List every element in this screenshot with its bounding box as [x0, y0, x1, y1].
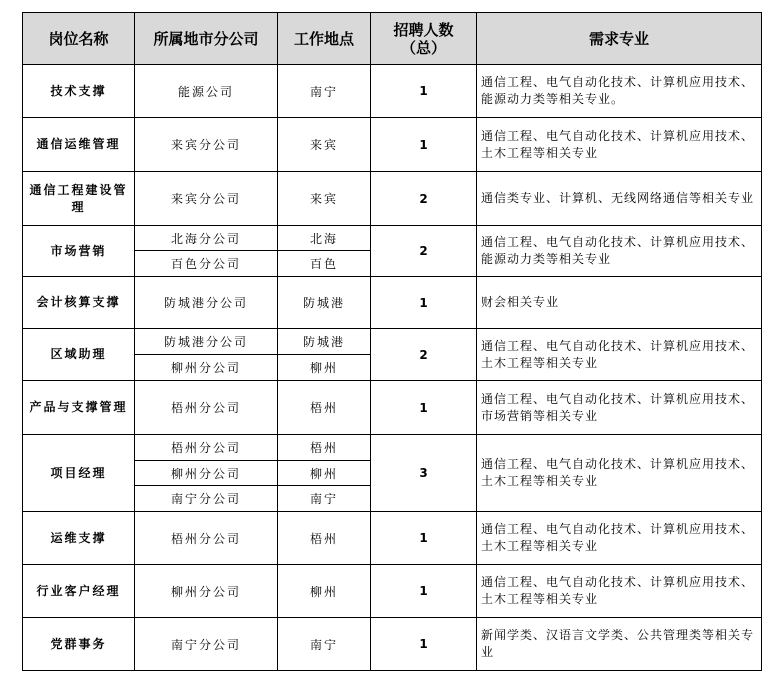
table-row: [23, 172, 762, 226]
work-location-cell: 防城港: [278, 277, 371, 329]
table-row: [23, 329, 762, 355]
table-row: [23, 226, 762, 251]
required-major-cell: 通信工程、电气自动化技术、计算机应用技术、土木工程等相关专业: [477, 565, 762, 618]
header-row: [23, 13, 762, 65]
branch-company-cell: 柳州分公司: [135, 355, 278, 381]
work-location-cell: 梧州: [278, 381, 371, 435]
branch-company-cell: 来宾分公司: [135, 118, 278, 172]
branch-company-cell: 梧州分公司: [135, 381, 278, 435]
table-row: [23, 381, 762, 435]
table-row: [23, 65, 762, 118]
headcount-cell: 2: [371, 329, 477, 381]
branch-company-cell: 防城港分公司: [135, 277, 278, 329]
work-location-cell: 百色: [278, 251, 371, 277]
header-count-line1: 招聘人数: [393, 20, 454, 39]
work-location-cell: 南宁: [278, 618, 371, 671]
header-location: 工作地点: [278, 13, 371, 65]
header-position: 岗位名称: [23, 13, 135, 65]
table-row: [23, 118, 762, 172]
headcount-cell: 1: [371, 65, 477, 118]
headcount-cell: 2: [371, 172, 477, 226]
branch-company-cell: 防城港分公司: [135, 329, 278, 355]
work-location-cell: 来宾: [278, 118, 371, 172]
position-name-cell: 产品与支撑管理: [23, 381, 135, 435]
required-major-cell: 通信工程、电气自动化技术、计算机应用技术、能源动力类等相关专业。: [477, 65, 762, 118]
work-location-cell: 南宁: [278, 486, 371, 512]
branch-company-cell: 北海分公司: [135, 226, 278, 251]
work-location-cell: 梧州: [278, 512, 371, 565]
table-row: [23, 435, 762, 461]
required-major-cell: 通信类专业、计算机、无线网络通信等相关专业: [477, 172, 762, 226]
required-major-cell: 通信工程、电气自动化技术、计算机应用技术、土木工程等相关专业: [477, 118, 762, 172]
required-major-cell: 通信工程、电气自动化技术、计算机应用技术、土木工程等相关专业: [477, 329, 762, 381]
branch-company-cell: 梧州分公司: [135, 512, 278, 565]
work-location-cell: 柳州: [278, 565, 371, 618]
headcount-cell: 2: [371, 226, 477, 277]
headcount-cell: 1: [371, 277, 477, 329]
position-name-cell: 通信工程建设管理: [23, 172, 135, 226]
position-name-cell: 行业客户经理: [23, 565, 135, 618]
required-major-cell: 通信工程、电气自动化技术、计算机应用技术、土木工程等相关专业: [477, 512, 762, 565]
branch-company-cell: 南宁分公司: [135, 618, 278, 671]
headcount-cell: 1: [371, 565, 477, 618]
table-body: [23, 65, 762, 671]
table-row: [23, 618, 762, 671]
branch-company-cell: 百色分公司: [135, 251, 278, 277]
position-name-cell: 运维支撑: [23, 512, 135, 565]
required-major-cell: 通信工程、电气自动化技术、计算机应用技术、能源动力类等相关专业: [477, 226, 762, 277]
position-name-cell: 通信运维管理: [23, 118, 135, 172]
work-location-cell: 南宁: [278, 65, 371, 118]
work-location-cell: 来宾: [278, 172, 371, 226]
branch-company-cell: 柳州分公司: [135, 461, 278, 486]
table-row: [23, 277, 762, 329]
table-row: [23, 565, 762, 618]
header-count-line2: （总）: [400, 38, 446, 57]
position-name-cell: 市场营销: [23, 226, 135, 277]
headcount-cell: 1: [371, 118, 477, 172]
position-name-cell: 党群事务: [23, 618, 135, 671]
header-branch: 所属地市分公司: [135, 13, 278, 65]
position-name-cell: 技术支撑: [23, 65, 135, 118]
work-location-cell: 柳州: [278, 355, 371, 381]
position-name-cell: 会计核算支撑: [23, 277, 135, 329]
required-major-cell: 通信工程、电气自动化技术、计算机应用技术、市场营销等相关专业: [477, 381, 762, 435]
header-count: [371, 13, 477, 65]
branch-company-cell: 柳州分公司: [135, 565, 278, 618]
table-row: [23, 512, 762, 565]
position-name-cell: 区域助理: [23, 329, 135, 381]
work-location-cell: 梧州: [278, 435, 371, 461]
work-location-cell: 北海: [278, 226, 371, 251]
headcount-cell: 1: [371, 512, 477, 565]
branch-company-cell: 来宾分公司: [135, 172, 278, 226]
recruitment-table-container: [22, 12, 762, 671]
branch-company-cell: 梧州分公司: [135, 435, 278, 461]
position-name-cell: 项目经理: [23, 435, 135, 512]
work-location-cell: 柳州: [278, 461, 371, 486]
work-location-cell: 防城港: [278, 329, 371, 355]
branch-company-cell: 南宁分公司: [135, 486, 278, 512]
required-major-cell: 财会相关专业: [477, 277, 762, 329]
headcount-cell: 1: [371, 381, 477, 435]
headcount-cell: 1: [371, 618, 477, 671]
recruitment-table: [22, 12, 762, 671]
required-major-cell: 通信工程、电气自动化技术、计算机应用技术、土木工程等相关专业: [477, 435, 762, 512]
required-major-cell: 新闻学类、汉语言文学类、公共管理类等相关专业: [477, 618, 762, 671]
branch-company-cell: 能源公司: [135, 65, 278, 118]
headcount-cell: 3: [371, 435, 477, 512]
header-major: 需求专业: [477, 13, 762, 65]
